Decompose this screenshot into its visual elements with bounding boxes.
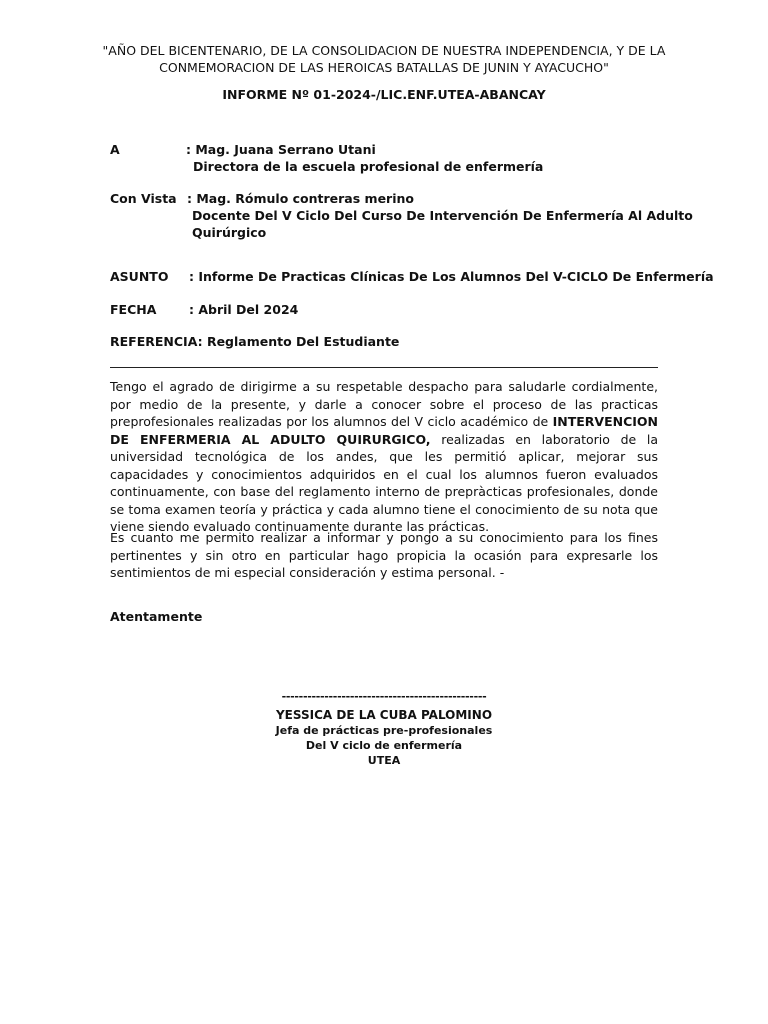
- course-name: INTERVENCION DE ENFERMERIA AL ADULTO QUIRURGICO,: [110, 414, 658, 447]
- body-p1-part1: Tengo el agrado de dirigirme a su respetable despacho para saludarle cordialmente, por medio de la presente, y darle a conocer sobre el proceso de las practicas preprofesionales realizadas por los alumnos del V ciclo académico de: [110, 379, 658, 429]
- reference: REFERENCIA: Reglamento Del Estudiante: [110, 334, 400, 349]
- body-paragraph-2: Es cuanto me permito realizar a informar y pongo a su conocimiento para los fines pertinentes y sin otro en particular hago propicia la ocasión para expresarle los sentimientos de mi especial consideración y estima personal. -: [110, 530, 658, 580]
- to-label: A: [110, 142, 120, 157]
- signer-role-2: Del V ciclo de enfermería: [305, 739, 463, 752]
- body-paragraph-1: [110, 378, 658, 536]
- motto-line-2: CONMEMORACION DE LAS HEROICAS BATALLAS DE JUNIN Y AYACUCHO": [159, 60, 609, 75]
- subject-label: ASUNTO: [110, 269, 169, 284]
- to-role: Directora de la escuela profesional de enfermería: [193, 159, 544, 174]
- signer-name: YESSICA DE LA CUBA PALOMINO: [275, 708, 493, 722]
- motto-line-1: "AÑO DEL BICENTENARIO, DE LA CONSOLIDACION DE NUESTRA INDEPENDENCIA, Y DE LA: [102, 43, 666, 58]
- cc-role-line-2: Quirúrgico: [192, 225, 267, 240]
- signature-line: ------------------------------------------------: [281, 690, 487, 703]
- signature-block: [234, 690, 534, 768]
- signer-role-1: Jefa de prácticas pre-profesionales: [275, 724, 493, 737]
- date-value: : Abril Del 2024: [189, 302, 299, 317]
- body-p1-part2: realizadas en laboratorio de la universidad tecnológica de los andes, que les permitió aplicar, mejorar sus capacidades y conocimientos adquiridos en el cual los alumnos fueron evaluados continuamente, con base del reglamento interno de prepràcticas profesionales, donde se toma examen teoría y práctica y cada alumno tiene el conocimiento de su nota que viene siendo evaluado continuamente durante las prácticas.: [110, 431, 658, 534]
- date-label: FECHA: [110, 302, 157, 317]
- cc-role-line-1: Docente Del V Ciclo Del Curso De Intervención De Enfermería Al Adulto: [192, 208, 693, 223]
- divider-line: [110, 367, 658, 368]
- document-title: INFORME Nº 01-2024-/LIC.ENF.UTEA-ABANCAY: [222, 87, 546, 102]
- to-name: : Mag. Juana Serrano Utani: [186, 142, 376, 157]
- closing: Atentamente: [110, 609, 203, 624]
- signer-org: UTEA: [367, 754, 401, 767]
- cc-name: : Mag. Rómulo contreras merino: [187, 191, 414, 206]
- subject-value: : Informe De Practicas Clínicas De Los Alumnos Del V-CICLO De Enfermería: [189, 269, 714, 284]
- cc-label: Con Vista: [110, 191, 177, 206]
